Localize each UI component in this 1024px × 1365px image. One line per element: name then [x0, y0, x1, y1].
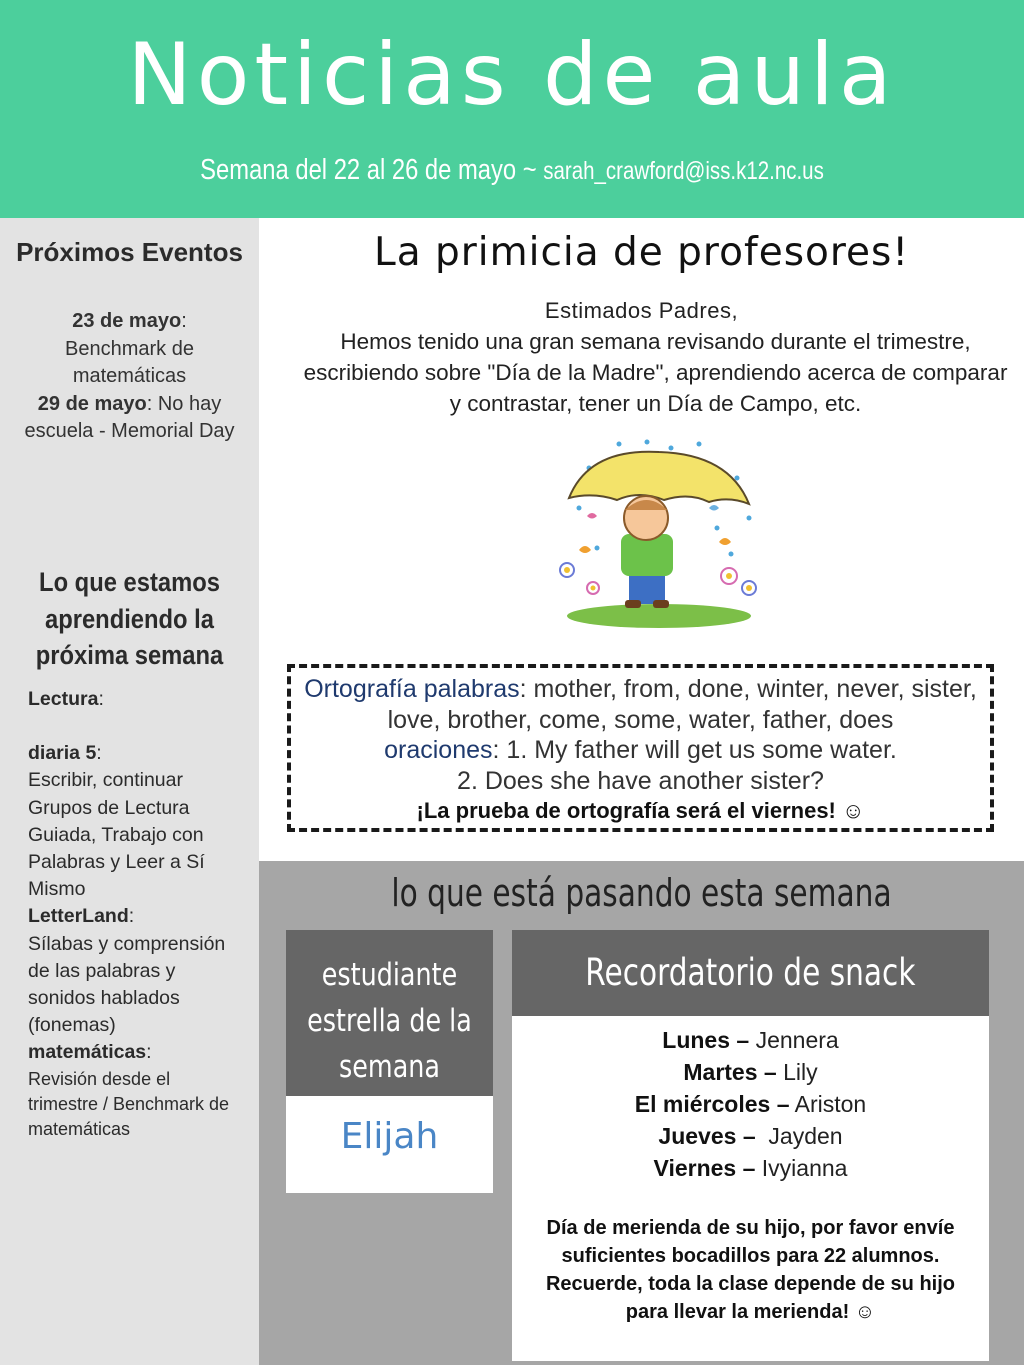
snack-reminder-header — [512, 930, 989, 1016]
spelling-words: : mother, from, done, winter, never, sister, love, brother, come, some, water, father, does — [387, 675, 977, 734]
greeting: Estimados Padres, — [544, 298, 739, 323]
learning-label: LetterLand — [28, 905, 129, 928]
snack-day: Viernes – — [653, 1155, 756, 1181]
learning-text: : — [128, 905, 135, 928]
snack-day-row — [512, 1088, 989, 1120]
snack-note: Día de merienda de su hijo, por favor envíe suficientes bocadillos para 22 alumnos. Recuerde, toda la clase depende de su hijo para llevar la merienda! ☺ — [545, 1217, 955, 1323]
main-content — [259, 218, 1024, 861]
learning-title: Lo que estamos aprendiendo la próxima semana — [35, 567, 224, 670]
snack-day-row — [512, 1120, 989, 1152]
sentence-1: : 1. My father will get us some water. — [492, 736, 897, 764]
spelling-words-line — [291, 674, 990, 735]
learning-item — [28, 903, 243, 930]
this-week-section — [259, 861, 1024, 1365]
event-text: : Benchmark de matemáticas — [65, 310, 194, 387]
event-item — [22, 308, 237, 391]
header-banner — [0, 0, 1024, 218]
events-title: Próximos Eventos — [16, 237, 243, 267]
learning-text: Sílabas y comprensión de las palabras y sonidos hablados (fonemas) — [28, 932, 226, 1037]
snack-day: Martes – — [683, 1059, 777, 1085]
snack-reminder-title: Recordatorio de snack — [585, 951, 916, 994]
learning-text: : — [96, 742, 102, 765]
snack-day: Jueves – — [658, 1123, 756, 1149]
learning-item — [28, 740, 243, 767]
sentences-label: oraciones — [384, 736, 493, 764]
learning-text: : — [98, 688, 104, 710]
learning-text: : — [146, 1041, 152, 1064]
snack-student: Jennera — [749, 1027, 839, 1053]
section-title: La primicia de profesores! — [373, 230, 910, 275]
spelling-test-note: ¡La prueba de ortografía será el viernes! ☺ — [416, 798, 865, 823]
spelling-words-box — [287, 664, 994, 832]
star-student-header — [286, 930, 493, 1096]
spacer — [28, 713, 243, 740]
learning-text: Revisión desde el trimestre / Benchmark de matemáticas — [28, 1068, 230, 1140]
snack-day-row — [512, 1152, 989, 1184]
learning-label: diaria 5 — [28, 742, 97, 765]
learning-list — [28, 686, 243, 1143]
learning-text: Escribir, continuar Grupos de Lectura Guiada, Trabajo con Palabras y Leer a Sí Mismo — [28, 769, 205, 901]
spelling-words-label: Ortografía palabras — [304, 675, 520, 703]
event-item — [22, 391, 237, 446]
newsletter-title: Noticias de aula — [127, 25, 897, 125]
snack-day-row — [512, 1024, 989, 1056]
event-text: : No hay escuela - Memorial Day — [24, 392, 235, 442]
events-list — [22, 308, 237, 446]
star-student-name: Elijah — [340, 1116, 439, 1157]
snack-day: El miércoles – — [634, 1091, 790, 1117]
snack-student: Jayden — [755, 1123, 843, 1149]
snack-student: Lily — [776, 1059, 818, 1085]
snack-schedule — [512, 1024, 989, 1184]
sentence-line-1 — [291, 735, 990, 766]
letter-body: Hemos tenido una gran semana revisando durante el trimestre, escribiendo sobre "Día de la Madre", aprendiendo acerca de comparar y contrastar, tener un Día de Campo, etc. — [303, 329, 1008, 416]
event-date: 29 de mayo — [37, 392, 147, 415]
snack-student: Ivyianna — [755, 1155, 848, 1181]
star-student-title: estudiante estrella de la semana — [307, 957, 472, 1085]
learning-item — [28, 686, 243, 713]
sidebar — [0, 218, 259, 1365]
this-week-title: lo que está pasando esta semana — [391, 871, 892, 915]
snack-reminder-card — [512, 930, 989, 1361]
sentence-2: 2. Does she have another sister? — [457, 766, 824, 795]
week-subtitle — [92, 154, 932, 187]
snack-day: Lunes – — [662, 1027, 750, 1053]
learning-label: Lectura — [28, 688, 99, 710]
event-date: 23 de mayo — [72, 310, 182, 332]
week-dates: Semana del 22 al 26 de mayo ~ — [200, 154, 544, 186]
learning-item — [28, 1039, 243, 1066]
learning-label: matemáticas — [28, 1041, 147, 1064]
teacher-email[interactable]: sarah_crawford@iss.k12.nc.us — [543, 157, 824, 185]
boy-with-umbrella-illustration — [549, 438, 771, 630]
snack-day-row — [512, 1056, 989, 1088]
star-student-card — [286, 930, 493, 1193]
snack-student: Ariston — [789, 1091, 867, 1117]
